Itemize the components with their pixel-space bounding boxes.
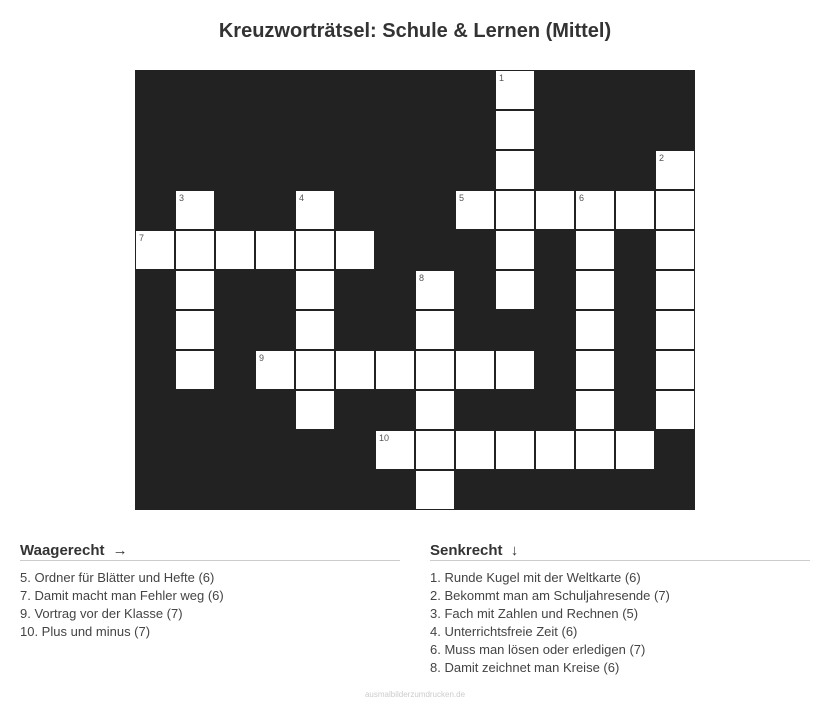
grid-cell[interactable] xyxy=(575,190,615,230)
grid-cell[interactable] xyxy=(455,350,495,390)
page-title: Kreuzworträtsel: Schule & Lernen (Mittel) xyxy=(218,20,612,42)
footer-credit: ausmalbilderzumdrucken.de xyxy=(364,690,466,699)
grid-cell[interactable] xyxy=(575,230,615,270)
grid-cell[interactable] xyxy=(415,470,455,510)
grid-cell[interactable] xyxy=(335,350,375,390)
grid-cell[interactable] xyxy=(255,230,295,270)
grid-cell[interactable] xyxy=(215,230,255,270)
clue-number: 8 xyxy=(419,273,425,283)
grid-cell[interactable] xyxy=(655,230,695,270)
clue-number: 3 xyxy=(179,193,185,203)
clue-item: 10. Plus und minus (7) xyxy=(20,624,151,639)
grid-cell[interactable] xyxy=(495,70,535,110)
grid-cell[interactable] xyxy=(295,190,335,230)
grid-cell[interactable] xyxy=(415,350,455,390)
grid-cell[interactable] xyxy=(655,190,695,230)
right-arrow-icon: → xyxy=(112,542,128,559)
grid-cell[interactable] xyxy=(295,310,335,350)
grid-cell[interactable] xyxy=(175,350,215,390)
grid-cell[interactable] xyxy=(175,310,215,350)
grid-cell[interactable] xyxy=(655,310,695,350)
clue-item: 1. Runde Kugel mit der Weltkarte (6) xyxy=(430,570,641,585)
clue-item: 7. Damit macht man Fehler weg (6) xyxy=(20,588,224,603)
across-clues xyxy=(20,541,400,641)
grid-cell[interactable] xyxy=(375,350,415,390)
grid-cell[interactable] xyxy=(295,350,335,390)
clue-number: 5 xyxy=(459,193,465,203)
clue-item: 4. Unterrichtsfreie Zeit (6) xyxy=(430,624,578,639)
grid-cell[interactable] xyxy=(415,390,455,430)
clue-number: 9 xyxy=(259,353,265,363)
clue-number: 7 xyxy=(139,233,145,243)
grid-cell[interactable] xyxy=(575,430,615,470)
clue-item: 2. Bekommt man am Schuljahresende (7) xyxy=(430,588,670,603)
across-heading-label: Waagerecht xyxy=(20,542,105,559)
grid-cell[interactable] xyxy=(495,430,535,470)
grid-cell[interactable] xyxy=(175,190,215,230)
down-arrow-icon: ↓ xyxy=(510,542,519,559)
clue-number: 6 xyxy=(579,193,585,203)
grid-cell[interactable] xyxy=(375,430,415,470)
grid-cell[interactable] xyxy=(535,190,575,230)
grid-cell[interactable] xyxy=(655,350,695,390)
grid-cell[interactable] xyxy=(615,190,655,230)
grid-cell[interactable] xyxy=(455,430,495,470)
clue-item: 9. Vortrag vor der Klasse (7) xyxy=(20,606,183,621)
down-clues xyxy=(430,541,810,677)
grid-cell[interactable] xyxy=(495,150,535,190)
grid-cell[interactable] xyxy=(575,350,615,390)
grid-cell[interactable] xyxy=(495,190,535,230)
grid-cell[interactable] xyxy=(535,430,575,470)
grid-cell[interactable] xyxy=(495,230,535,270)
grid-cell[interactable] xyxy=(135,230,175,270)
clue-item: 5. Ordner für Blätter und Hefte (6) xyxy=(20,570,215,585)
grid-cell[interactable] xyxy=(655,270,695,310)
grid-cell[interactable] xyxy=(335,230,375,270)
grid-cell[interactable] xyxy=(495,350,535,390)
grid-cell[interactable] xyxy=(495,110,535,150)
grid-cell[interactable] xyxy=(175,270,215,310)
crossword-grid xyxy=(135,70,695,510)
grid-cell[interactable] xyxy=(295,390,335,430)
clue-item: 8. Damit zeichnet man Kreise (6) xyxy=(430,660,620,675)
down-heading-label: Senkrecht xyxy=(430,542,503,559)
clue-number: 10 xyxy=(379,433,390,443)
grid-cell[interactable] xyxy=(415,270,455,310)
grid-cell[interactable] xyxy=(655,150,695,190)
clue-item: 3. Fach mit Zahlen und Rechnen (5) xyxy=(430,606,639,621)
grid-cell[interactable] xyxy=(255,350,295,390)
grid-cell[interactable] xyxy=(575,390,615,430)
grid-cell[interactable] xyxy=(455,190,495,230)
grid-cell[interactable] xyxy=(575,310,615,350)
across-clue-list xyxy=(20,569,400,641)
grid-cell[interactable] xyxy=(295,270,335,310)
clue-number: 2 xyxy=(659,153,665,163)
clue-number: 4 xyxy=(299,193,305,203)
grid-cell[interactable] xyxy=(415,430,455,470)
grid-cell[interactable] xyxy=(575,270,615,310)
across-heading xyxy=(20,541,400,561)
down-heading xyxy=(430,541,810,561)
grid-cell[interactable] xyxy=(615,430,655,470)
grid-cell[interactable] xyxy=(295,230,335,270)
grid-cell[interactable] xyxy=(495,270,535,310)
down-clue-list xyxy=(430,569,810,677)
clue-item: 6. Muss man lösen oder erledigen (7) xyxy=(430,642,646,657)
grid-cell[interactable] xyxy=(415,310,455,350)
grid-cell[interactable] xyxy=(175,230,215,270)
grid-cell[interactable] xyxy=(655,390,695,430)
clue-number: 1 xyxy=(499,73,505,83)
